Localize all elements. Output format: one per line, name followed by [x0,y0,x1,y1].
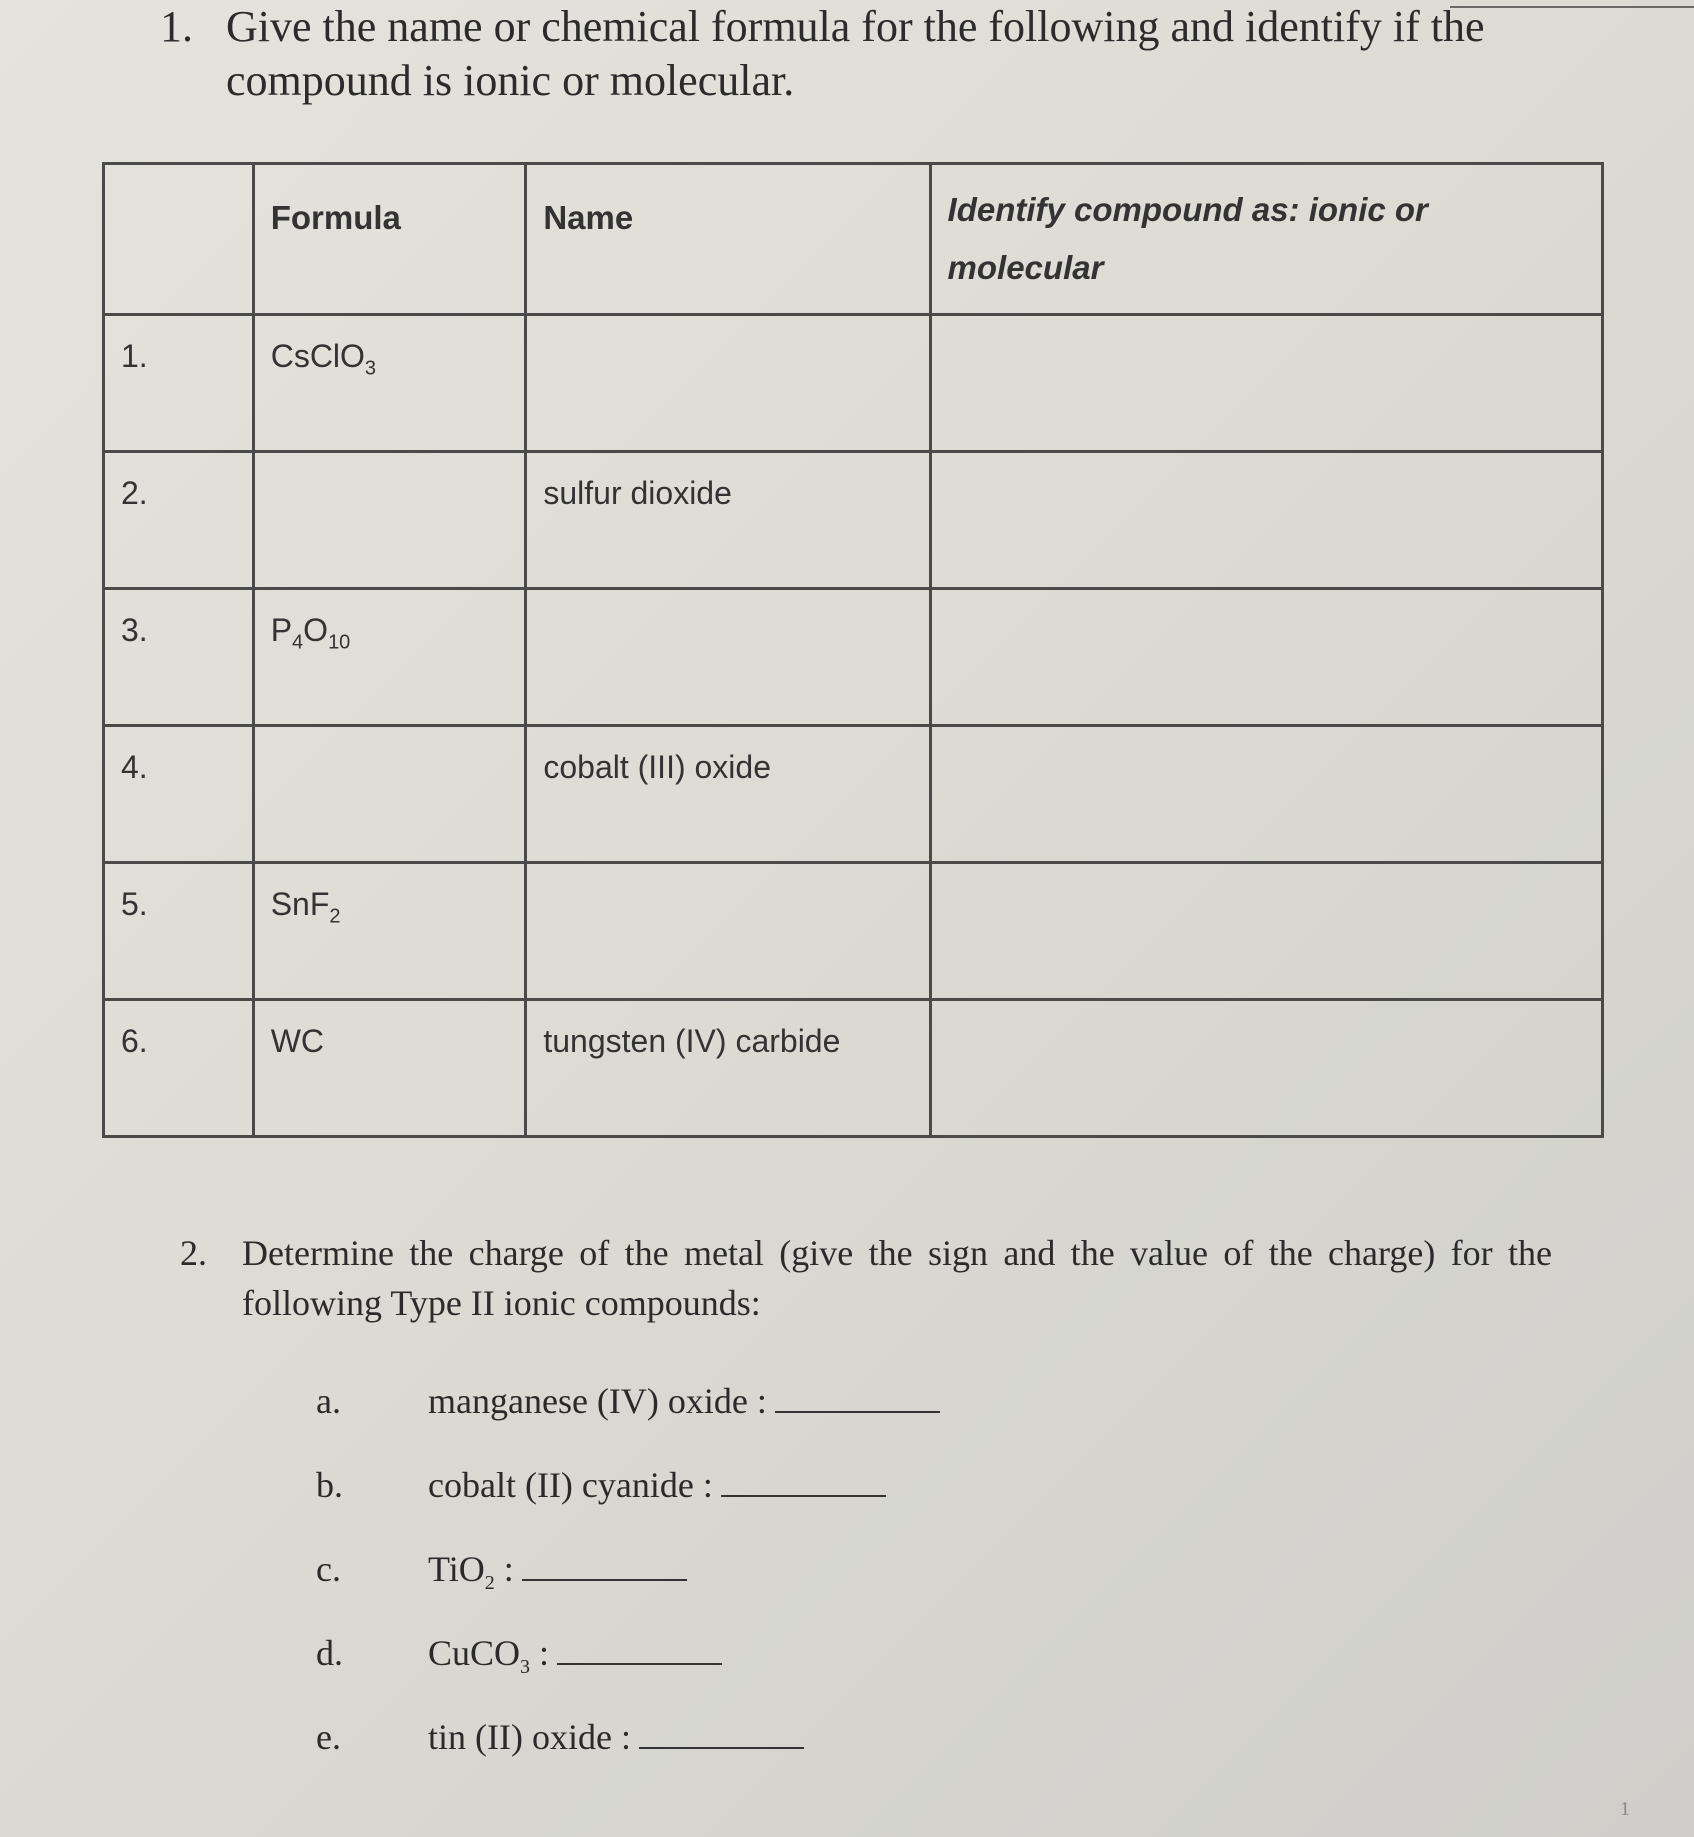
formula-cell[interactable]: SnF$_2$ [253,863,526,1000]
name-cell[interactable] [526,863,930,1000]
page-number: 1 [1620,1798,1630,1820]
formula-cell[interactable]: CsClO$_3$ [253,315,526,452]
item-letter: a. [316,1381,341,1421]
table-row [104,1000,1603,1137]
question-2-number: 2. [180,1233,207,1273]
name-cell[interactable] [526,589,930,726]
header-formula: Formula [253,164,526,315]
row-number: 6. [104,1000,254,1137]
table-row [104,452,1603,589]
question-2-items [316,1380,1216,1800]
list-item [316,1716,1216,1800]
table-row [104,589,1603,726]
row-number: 3. [104,589,254,726]
item-letter: c. [316,1549,341,1589]
name-cell[interactable] [526,315,930,452]
question-1-number: 1. [160,2,193,51]
list-item [316,1632,1216,1716]
question-1-text: Give the name or chemical formula for the following and identify if the compound is ionic or molecular. [226,2,1485,105]
formula-cell[interactable]: WC [253,1000,526,1137]
table-row [104,863,1603,1000]
item-letter: b. [316,1465,343,1505]
item-label: manganese (IV) oxide : [428,1380,940,1422]
name-cell[interactable]: sulfur dioxide [526,452,930,589]
row-number: 2. [104,452,254,589]
row-number: 4. [104,726,254,863]
type-cell[interactable] [930,452,1602,589]
item-label: CuCO$_3$ : [428,1632,722,1679]
compound-table [102,162,1604,1138]
question-2-text: Determine the charge of the metal (give the sign and the value of the charge) for the following Type II ionic compounds: [242,1233,1552,1323]
type-cell[interactable] [930,863,1602,1000]
row-number: 1. [104,315,254,452]
header-number [104,164,254,315]
formula-cell[interactable] [253,452,526,589]
item-letter: d. [316,1633,343,1673]
item-label: tin (II) oxide : [428,1716,804,1758]
header-name: Name [526,164,930,315]
item-label: TiO$_2$ : [428,1548,687,1595]
answer-blank[interactable] [522,1579,687,1581]
type-cell[interactable] [930,589,1602,726]
formula-cell[interactable] [253,726,526,863]
item-label: cobalt (II) cyanide : [428,1464,886,1506]
formula-cell[interactable]: $P_4O_{10}$ [253,589,526,726]
table-row [104,726,1603,863]
type-cell[interactable] [930,1000,1602,1137]
header-identify: Identify compound as: ionic or molecular [930,164,1602,315]
row-number: 5. [104,863,254,1000]
list-item [316,1380,1216,1464]
answer-blank[interactable] [639,1747,804,1749]
list-item [316,1548,1216,1632]
name-cell[interactable]: cobalt (III) oxide [526,726,930,863]
answer-blank[interactable] [557,1663,722,1665]
table-header-row [104,164,1603,315]
answer-blank[interactable] [775,1411,940,1413]
answer-blank[interactable] [721,1495,886,1497]
type-cell[interactable] [930,726,1602,863]
list-item [316,1464,1216,1548]
item-letter: e. [316,1717,341,1757]
type-cell[interactable] [930,315,1602,452]
table-row [104,315,1603,452]
name-cell[interactable]: tungsten (IV) carbide [526,1000,930,1137]
